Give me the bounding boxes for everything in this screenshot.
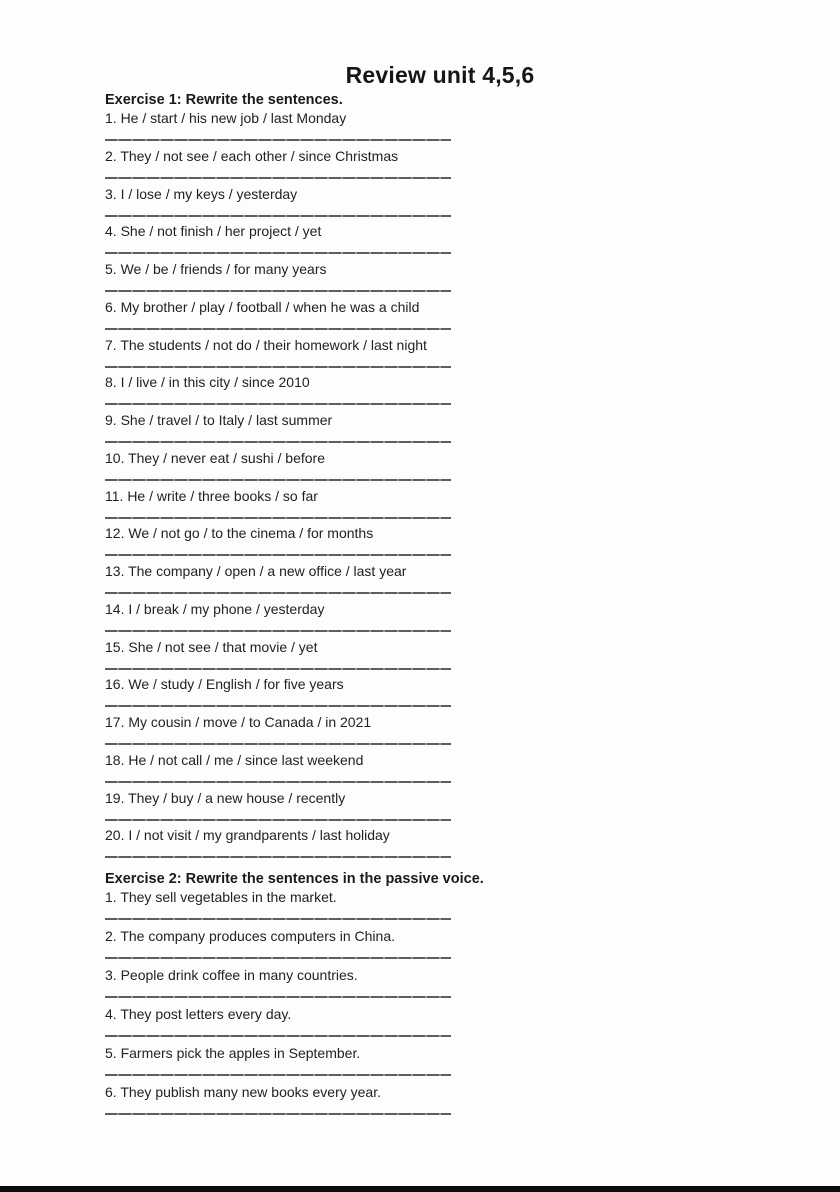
sentence-prompt: 6. They publish many new books every year. — [105, 1084, 382, 1100]
worksheet-item — [105, 563, 451, 601]
answer-blank-line — [105, 252, 451, 254]
answer-blank-line — [105, 479, 451, 481]
sentence-prompt: 2. They / not see / each other / since Christmas — [105, 147, 399, 164]
page-title: Review unit 4,5,6 — [345, 62, 535, 88]
worksheet-item — [105, 752, 451, 790]
worksheet-item — [105, 337, 451, 375]
answer-blank-line — [105, 918, 451, 920]
answer-blank-line — [105, 215, 451, 217]
sentence-prompt: 12. We / not go / to the cinema / for months — [105, 525, 374, 542]
sentence-prompt: 6. My brother / play / football / when he was a child — [105, 298, 420, 315]
scan-bottom-edge-bar — [0, 1186, 840, 1192]
sentence-prompt: 4. They post letters every day. — [105, 1006, 292, 1022]
exercise-2-heading: Exercise 2: Rewrite the sentences in the passive voice. — [105, 871, 484, 887]
answer-blank-line — [105, 1035, 451, 1037]
worksheet-item — [105, 714, 451, 752]
sentence-prompt: 5. Farmers pick the apples in September. — [105, 1045, 361, 1061]
answer-blank-line — [105, 705, 451, 707]
answer-blank-line — [105, 403, 451, 405]
worksheet-item — [105, 1006, 451, 1045]
worksheet-item — [105, 488, 451, 526]
worksheet-item — [105, 889, 451, 928]
sentence-prompt: 20. I / not visit / my grandparents / last holiday — [105, 827, 390, 844]
sentence-prompt: 7. The students / not do / their homework / last night — [105, 336, 427, 353]
worksheet-item — [105, 223, 451, 261]
sentence-prompt: 9. She / travel / to Italy / last summer — [105, 412, 333, 428]
worksheet-item — [105, 186, 451, 224]
sentence-prompt: 4. She / not finish / her project / yet — [105, 223, 322, 240]
answer-blank-line — [105, 781, 451, 783]
sentence-prompt: 3. I / lose / my keys / yesterday — [105, 185, 298, 202]
exercise-2-item-list — [105, 889, 451, 1123]
worksheet-item — [105, 928, 451, 967]
sentence-prompt: 13. The company / open / a new office / last year — [105, 563, 407, 579]
answer-blank-line — [105, 856, 451, 858]
answer-blank-line — [105, 290, 451, 292]
answer-blank-line — [105, 177, 451, 179]
answer-blank-line — [105, 592, 451, 594]
sentence-prompt: 14. I / break / my phone / yesterday — [105, 600, 325, 617]
answer-blank-line — [105, 819, 451, 821]
worksheet-item — [105, 639, 451, 677]
answer-blank-line — [105, 630, 451, 632]
sentence-prompt: 15. She / not see / that movie / yet — [105, 638, 318, 655]
sentence-prompt: 17. My cousin / move / to Canada / in 2021 — [105, 714, 372, 730]
answer-blank-line — [105, 957, 451, 959]
worksheet-item — [105, 790, 451, 828]
worksheet-item — [105, 1045, 451, 1084]
sentence-prompt: 8. I / live / in this city / since 2010 — [105, 374, 310, 391]
sentence-prompt: 19. They / buy / a new house / recently — [105, 789, 346, 806]
answer-blank-line — [105, 517, 451, 519]
worksheet-item — [105, 525, 451, 563]
answer-blank-line — [105, 554, 451, 556]
worksheet-item — [105, 148, 451, 186]
worksheet-item — [105, 601, 451, 639]
worksheet-item — [105, 827, 451, 865]
answer-blank-line — [105, 668, 451, 670]
sentence-prompt: 11. He / write / three books / so far — [105, 487, 318, 504]
sentence-prompt: 16. We / study / English / for five years — [105, 676, 344, 693]
answer-blank-line — [105, 139, 451, 141]
exercise-1-heading: Exercise 1: Rewrite the sentences. — [105, 92, 343, 108]
sentence-prompt: 1. They sell vegetables in the market. — [105, 889, 337, 905]
answer-blank-line — [105, 441, 451, 443]
answer-blank-line — [105, 1113, 451, 1115]
sentence-prompt: 18. He / not call / me / since last weekend — [105, 751, 364, 768]
worksheet-item — [105, 412, 451, 450]
worksheet-item — [105, 450, 451, 488]
worksheet-item — [105, 1084, 451, 1123]
answer-blank-line — [105, 328, 451, 330]
exercise-1-item-list — [105, 110, 451, 865]
sentence-prompt: 3. People drink coffee in many countries. — [105, 967, 358, 983]
worksheet-item — [105, 299, 451, 337]
worksheet-item — [105, 676, 451, 714]
answer-blank-line — [105, 1074, 451, 1076]
answer-blank-line — [105, 743, 451, 745]
sentence-prompt: 10. They / never eat / sushi / before — [105, 449, 325, 466]
answer-blank-line — [105, 366, 451, 368]
sentence-prompt: 1. He / start / his new job / last Monday — [105, 110, 347, 126]
worksheet-item — [105, 110, 451, 148]
sentence-prompt: 2. The company produces computers in China. — [105, 928, 396, 944]
worksheet-item — [105, 261, 451, 299]
worksheet-item — [105, 967, 451, 1006]
worksheet-item — [105, 374, 451, 412]
answer-blank-line — [105, 996, 451, 998]
sentence-prompt: 5. We / be / friends / for many years — [105, 261, 327, 277]
